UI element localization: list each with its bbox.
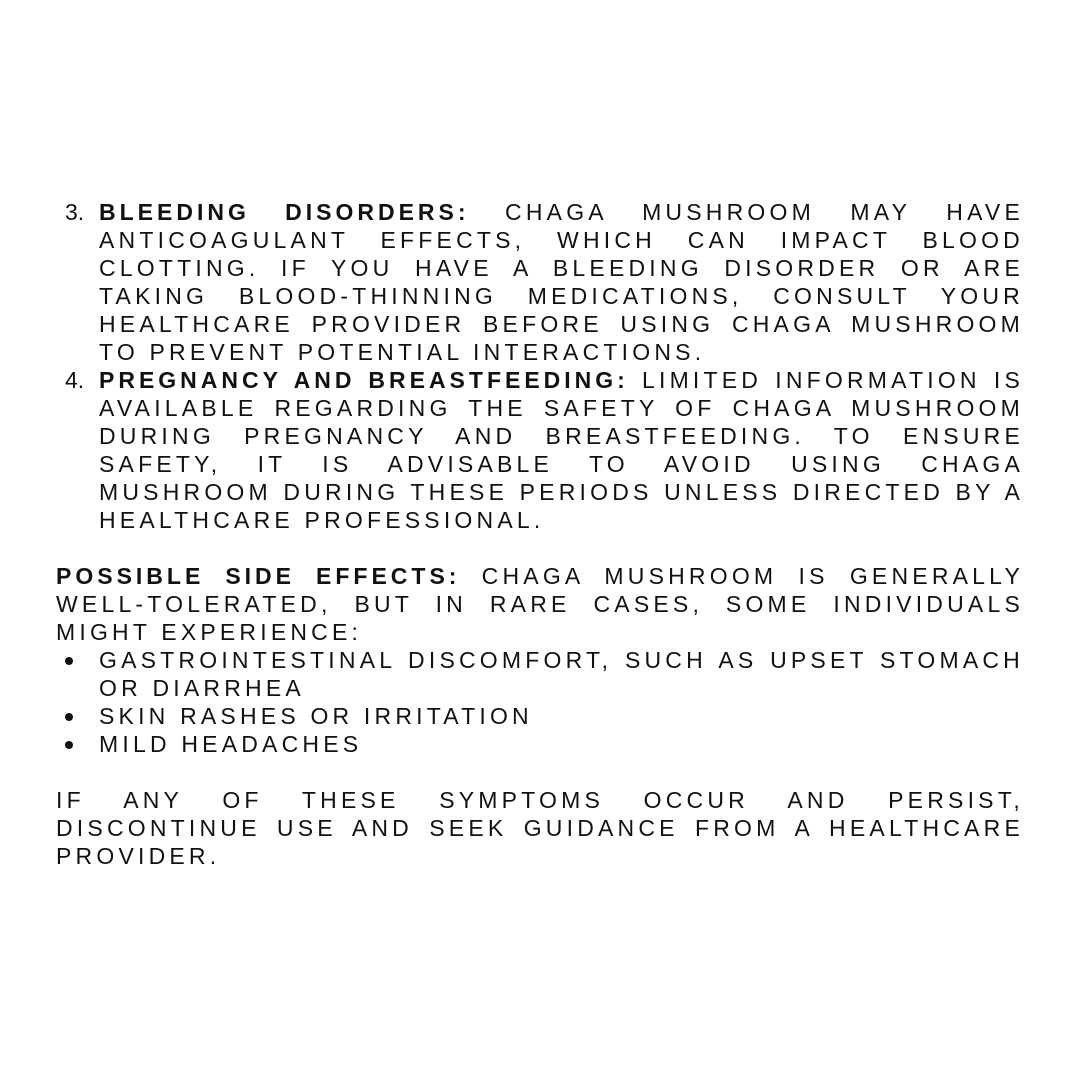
list-item-pregnancy — [56, 366, 1024, 534]
list-item-text: CHAGA MUSHROOM MAY HAVE ANTICOAGULANT EFFECTS, WHICH CAN IMPACT BLOOD CLOTTING. IF YOU HAVE A BLEEDING DISORDER OR ARE TAKING BLOOD-THINNING MEDICATIONS, CONSULT YOUR HEALTHCARE PROVIDER BEFORE USING CHAGA MUSHROOM TO PREVENT POTENTIAL INTERACTIONS. — [99, 199, 1024, 365]
bullet-item — [56, 646, 1024, 702]
side-effects-intro-paragraph — [56, 562, 1024, 646]
bullet-text: GASTROINTESTINAL DISCOMFORT, SUCH AS UPSET STOMACH OR DIARRHEA — [99, 647, 1024, 701]
precautions-list — [56, 198, 1024, 534]
bullet-text: MILD HEADACHES — [99, 731, 363, 757]
bullet-icon — [65, 657, 73, 665]
list-item-number: 3. — [65, 199, 85, 225]
bullet-icon — [65, 741, 73, 749]
side-effects-heading: POSSIBLE SIDE EFFECTS: — [56, 563, 461, 589]
closing-paragraph: IF ANY OF THESE SYMPTOMS OCCUR AND PERSIST, DISCONTINUE USE AND SEEK GUIDANCE FROM A HEALTHCARE PROVIDER. — [56, 787, 1024, 869]
document-body — [56, 198, 1024, 870]
bullet-item — [56, 730, 1024, 758]
bullet-text: SKIN RASHES OR IRRITATION — [99, 703, 533, 729]
list-item-heading: BLEEDING DISORDERS: — [99, 199, 470, 225]
list-item-number: 4. — [65, 367, 85, 393]
list-item-text: LIMITED INFORMATION IS AVAILABLE REGARDING THE SAFETY OF CHAGA MUSHROOM DURING PREGNANCY AND BREASTFEEDING. TO ENSURE SAFETY, IT IS ADVISABLE TO AVOID USING CHAGA MUSHROOM DURING THESE PERIODS UNLESS DIRECTED BY A HEALTHCARE PROFESSIONAL. — [99, 367, 1024, 533]
bullet-icon — [65, 713, 73, 721]
side-effects-section — [56, 562, 1024, 758]
side-effects-list — [56, 646, 1024, 758]
list-item-heading: PREGNANCY AND BREASTFEEDING: — [99, 367, 629, 393]
list-item-bleeding-disorders — [56, 198, 1024, 366]
side-effects-intro: CHAGA MUSHROOM IS GENERALLY WELL-TOLERATED, BUT IN RARE CASES, SOME INDIVIDUALS MIGHT EXPERIENCE: — [56, 563, 1024, 645]
bullet-item — [56, 702, 1024, 730]
